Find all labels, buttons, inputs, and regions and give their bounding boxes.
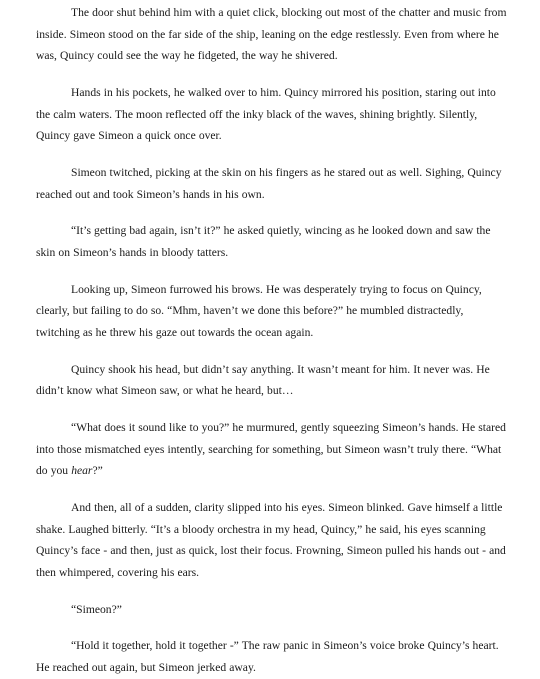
paragraph-7-text: “What does it sound like to you?” he murmured, gently squeezing Simeon’s hands. He stared into those mismatched eyes intently, searching for something, but Simeon wasn’t truly there. “What do you [36, 421, 506, 478]
story-text [36, 2, 510, 679]
paragraph-3: Simeon twitched, picking at the skin on his fingers as he stared out as well. Sighing, Quincy reached out and took Simeon’s hands in his own. [36, 165, 502, 201]
paragraph-5: Looking up, Simeon furrowed his brows. He was desperately trying to focus on Quincy, clearly, but failing to do so. “Mhm, haven’t we done this before?” he mumbled distractedly, twitching as he threw his gaze out towards the ocean again. [36, 282, 482, 339]
paragraph-7 [36, 417, 510, 482]
emphasis-hear: hear [71, 464, 93, 478]
paragraph-1: The door shut behind him with a quiet click, blocking out most of the chatter and music from inside. Simeon stood on the far side of the ship, leaning on the edge restlessly. Even from where he was, Quincy could see the way he fidgeted, the way he shivered. [36, 6, 507, 63]
paragraph-9: “Simeon?” [71, 602, 122, 616]
paragraph-10: “Hold it together, hold it together -” The raw panic in Simeon’s voice broke Quincy’s heart. He reached out again, but Simeon jerked away. [36, 639, 499, 674]
paragraph-2: Hands in his pockets, he walked over to him. Quincy mirrored his position, staring out into the calm waters. The moon reflected off the inky black of the waves, shining brightly. Silently, Quincy gave Simeon a quick once over. [36, 85, 496, 143]
paragraph-8: And then, all of a sudden, clarity slipped into his eyes. Simeon blinked. Gave himself a little shake. Laughed bitterly. “It’s a bloody orchestra in my head, Quincy,” he said, his eyes scanning Quincy’s face - and then, just as quick, lost their focus. Frowning, Simeon pulled his hands out - and then whimpered, covering his ears. [36, 501, 506, 579]
paragraph-7-end: ?” [92, 464, 103, 478]
paragraph-4: “It’s getting bad again, isn’t it?” he asked quietly, wincing as he looked down and saw the skin on Simeon’s hands in bloody tatters. [36, 224, 491, 259]
paragraph-6: Quincy shook his head, but didn’t say anything. It wasn’t meant for him. It never was. He didn’t know what Simeon saw, or what he heard, but… [36, 362, 490, 398]
